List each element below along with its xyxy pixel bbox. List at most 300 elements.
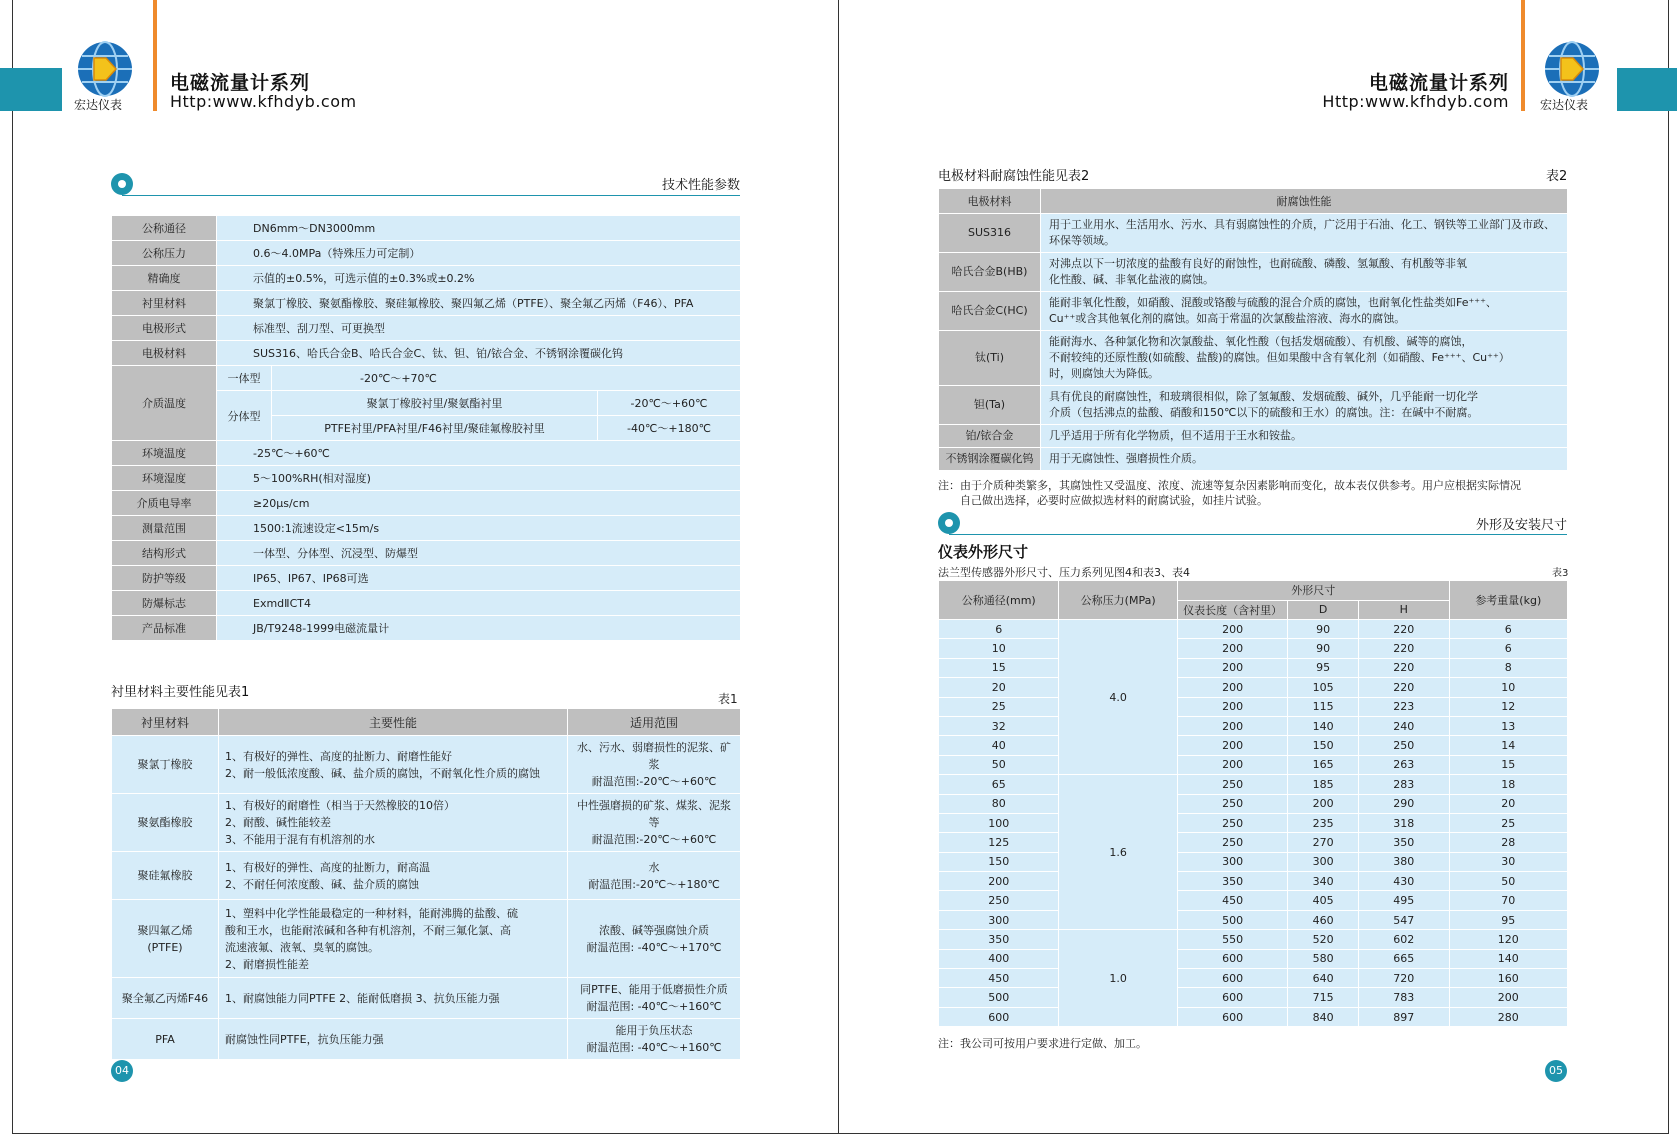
table-row: [939, 872, 1568, 891]
col-dn: 公称通径(mm): [939, 581, 1059, 620]
spec-sublabel: 分体型: [217, 391, 272, 441]
corrosion-line: 化性酸、碱、非氧化盐液的腐蚀。: [1049, 273, 1214, 286]
table-row: [939, 736, 1568, 755]
corrosion-desc: [1041, 331, 1568, 386]
table-row: [939, 214, 1568, 253]
d-cell: 90: [1288, 620, 1359, 639]
table-row: [939, 697, 1568, 716]
right-header-rule: [1521, 0, 1525, 111]
dn-cell: 300: [939, 910, 1059, 929]
h-cell: 897: [1359, 1007, 1450, 1026]
lining-type: 聚氯丁橡胶衬里/聚氨酯衬里: [272, 391, 598, 416]
corrosion-desc: [1041, 448, 1568, 471]
weight-cell: 120: [1449, 930, 1567, 949]
spec-label: 公称通径: [112, 216, 217, 241]
table-row: [112, 900, 741, 978]
weight-cell: 14: [1449, 736, 1567, 755]
length-cell: 200: [1177, 678, 1287, 697]
weight-cell: 8: [1449, 658, 1567, 677]
table-row: [939, 949, 1568, 968]
weight-cell: 18: [1449, 775, 1567, 794]
right-logo: [1543, 40, 1601, 98]
h-cell: 547: [1359, 910, 1450, 929]
performance-line: 流速液氟、液氧、臭氧的腐蚀。: [225, 940, 379, 954]
spec-value: 标准型、刮刀型、可更换型: [217, 316, 741, 341]
performance-line: 2、耐酸、碱性能较差: [225, 816, 331, 829]
lining-table: [111, 708, 741, 1060]
performance-cell: [219, 794, 568, 852]
h-cell: 263: [1359, 755, 1450, 774]
corrosion-desc: [1041, 386, 1568, 425]
spec-label: 防护等级: [112, 566, 217, 591]
length-cell: 500: [1177, 910, 1287, 929]
corrosion-line: 对沸点以下一切浓度的盐酸有良好的耐蚀性，也耐硫酸、磷酸、氢氟酸、有机酸等非氧: [1049, 257, 1467, 270]
table-row: [939, 253, 1568, 292]
section-title: 技术性能参数: [661, 178, 740, 193]
performance-line: 3、不能用于混有有机溶剂的水: [225, 833, 375, 846]
spec-label: 环境温度: [112, 441, 217, 466]
right-url: Http:www.kfhdyb.com: [1322, 92, 1509, 111]
weight-cell: 30: [1449, 852, 1567, 871]
dn-cell: 15: [939, 658, 1059, 677]
table-row: [112, 1019, 741, 1060]
col-pn: 公称压力(MPa): [1059, 581, 1177, 620]
d-cell: 580: [1288, 949, 1359, 968]
spec-value: IP65、IP67、IP68可选: [217, 566, 741, 591]
corrosion-line: 用于工业用水、生活用水、污水、具有弱腐蚀性的介质，广泛用于石油、化工、钢铁等工业部门及市政、: [1049, 218, 1555, 231]
spec-label: 测量范围: [112, 516, 217, 541]
corrosion-line: 不耐较纯的还原性酸(如硫酸、盐酸)的腐蚀。但如果酸中含有氧化剂（如硝酸、Fe⁺⁺⁺、Cu⁺⁺）: [1049, 351, 1510, 364]
footer-note: 注：我公司可按用户要求进行定做、加工。: [938, 1037, 1147, 1050]
spec-value: JB/T9248-1999电磁流量计: [217, 616, 741, 641]
h-cell: 318: [1359, 813, 1450, 832]
book-spine: [838, 0, 839, 1134]
left-company-name: 宏达仪表: [74, 98, 123, 112]
performance-line: 1、有极好的弹性、高度的扯断力、耐磨性能好: [225, 749, 452, 763]
spec-label: 公称压力: [112, 241, 217, 266]
h-cell: 380: [1359, 852, 1450, 871]
material-cell: [112, 794, 219, 852]
table1-tag: 表1: [718, 692, 738, 706]
left-header-bar: [0, 68, 62, 111]
dims-caption: 法兰型传感器外形尺寸、压力系列见图4和表3、表4: [938, 566, 1190, 579]
scope-cell: [568, 852, 741, 900]
length-cell: 250: [1177, 794, 1287, 813]
weight-cell: 280: [1449, 1007, 1567, 1026]
scope-line: 耐温范围: -40℃～+160℃: [586, 1000, 722, 1013]
globe-logo-icon: [1543, 40, 1601, 98]
table2-caption: 电极材料耐腐蚀性能见表2: [938, 169, 1090, 184]
scope-line: 水、污水、弱磨损性的泥浆、矿浆: [577, 741, 731, 771]
spec-value: SUS316、哈氏合金B、哈氏合金C、钛、钽、铂/铱合金、不锈钢涂覆碳化钨: [217, 341, 741, 366]
length-cell: 600: [1177, 988, 1287, 1007]
weight-cell: 50: [1449, 872, 1567, 891]
table-row: [112, 736, 741, 794]
length-cell: 300: [1177, 852, 1287, 871]
corrosion-line: 环保等领域。: [1049, 234, 1115, 247]
scope-line: 浓酸、碱等强腐蚀介质: [599, 923, 709, 937]
table-row: [939, 658, 1568, 677]
spec-value: 聚氯丁橡胶、聚氨酯橡胶、聚硅氟橡胶、聚四氟乙烯（PTFE）、聚全氟乙丙烯（F46）、PFA: [217, 291, 741, 316]
weight-cell: 15: [1449, 755, 1567, 774]
spec-row: [112, 316, 741, 341]
dn-cell: 6: [939, 620, 1059, 639]
scope-cell: [568, 900, 741, 978]
weight-cell: 140: [1449, 949, 1567, 968]
table-row: [939, 891, 1568, 910]
left-logo: [76, 40, 134, 98]
d-cell: 340: [1288, 872, 1359, 891]
length-cell: 250: [1177, 813, 1287, 832]
scope-line: 能用于负压状态: [615, 1024, 693, 1037]
material-cell: [112, 1019, 219, 1060]
weight-cell: 20: [1449, 794, 1567, 813]
spec-label: 电极材料: [112, 341, 217, 366]
d-cell: 115: [1288, 697, 1359, 716]
d-cell: 300: [1288, 852, 1359, 871]
table-row: [939, 794, 1568, 813]
spec-row: [112, 541, 741, 566]
scope-line: 水: [648, 860, 660, 874]
electrode-material: SUS316: [939, 214, 1041, 253]
corrosion-line: 时，则腐蚀大为降低。: [1049, 367, 1159, 380]
material-name: 聚硅氟橡胶: [137, 869, 193, 882]
material-name: 聚全氟乙丙烯F46: [121, 991, 209, 1005]
lining-type: PTFE衬里/PFA衬里/F46衬里/聚硅氟橡胶衬里: [272, 416, 598, 441]
d-cell: 200: [1288, 794, 1359, 813]
electrode-material: 钛(Ti): [939, 331, 1041, 386]
table-row: [939, 1007, 1568, 1026]
performance-line: 1、有极好的弹性、高度的扯断力，耐高温: [225, 860, 430, 874]
material-name: 聚氯丁橡胶: [137, 758, 193, 771]
table2-note-line1: 注：由于介质种类繁多，其腐蚀性又受温度、浓度、流速等复杂因素影响而变化，故本表仅供参考。用户应根据实际情况: [938, 479, 1521, 492]
spec-row: [112, 441, 741, 466]
table-row: [939, 969, 1568, 988]
corrosion-line: 介质（包括沸点的盐酸、硝酸和150℃以下的硫酸和王水）的腐蚀。注：在碱中不耐腐。: [1049, 406, 1479, 419]
spec-value: 0.6～4.0MPa（特殊压力可定制）: [217, 241, 741, 266]
spec-label: 精确度: [112, 266, 217, 291]
table-row: [939, 331, 1568, 386]
pressure-cell: 4.0: [1059, 620, 1177, 775]
d-cell: 90: [1288, 639, 1359, 658]
spec-row: [112, 241, 741, 266]
spec-row: [112, 366, 741, 391]
table-row: [112, 852, 741, 900]
weight-cell: 6: [1449, 620, 1567, 639]
d-cell: 140: [1288, 716, 1359, 735]
dn-cell: 200: [939, 872, 1059, 891]
spec-label: 电极形式: [112, 316, 217, 341]
h-cell: 495: [1359, 891, 1450, 910]
dn-cell: 50: [939, 755, 1059, 774]
spec-value: ≥20μs/cm: [217, 491, 741, 516]
length-cell: 250: [1177, 833, 1287, 852]
spec-row: [112, 566, 741, 591]
scope-cell: [568, 736, 741, 794]
weight-cell: 6: [1449, 639, 1567, 658]
table-row: [939, 620, 1568, 639]
page-number-left: 04: [111, 1060, 133, 1082]
table-row: [939, 988, 1568, 1007]
dn-cell: 600: [939, 1007, 1059, 1026]
spec-sublabel: 一体型: [217, 366, 272, 391]
length-cell: 600: [1177, 949, 1287, 968]
performance-line: 耐腐蚀性同PTFE，抗负压能力强: [225, 1032, 384, 1046]
material-abbr: (PTFE): [147, 940, 183, 954]
performance-cell: [219, 736, 568, 794]
h-cell: 220: [1359, 658, 1450, 677]
spec-label: 衬里材料: [112, 291, 217, 316]
spec-value: 一体型、分体型、沉浸型、防爆型: [217, 541, 741, 566]
h-cell: 720: [1359, 969, 1450, 988]
h-cell: 240: [1359, 716, 1450, 735]
h-cell: 430: [1359, 872, 1450, 891]
corrosion-line: 能耐海水、各种氯化物和次氯酸盐、氧化性酸（包括发烟硫酸）、有机酸、碱等的腐蚀，: [1049, 335, 1473, 348]
spec-row: [112, 466, 741, 491]
h-cell: 220: [1359, 639, 1450, 658]
table-row: [939, 386, 1568, 425]
material-name: 聚四氟乙烯: [137, 923, 193, 937]
weight-cell: 160: [1449, 969, 1567, 988]
performance-line: 1、塑料中化学性能最稳定的一种材料，能耐沸腾的盐酸、硫: [225, 906, 518, 920]
section-bullet-icon: [938, 512, 960, 534]
scope-line: 耐温范围:-20℃～+60℃: [591, 775, 717, 788]
scope-cell: [568, 1019, 741, 1060]
performance-line: 酸和王水，也能耐浓碱和各种有机溶剂，不耐三氟化氯、高: [225, 923, 511, 937]
corrosion-desc: [1041, 214, 1568, 253]
d-cell: 460: [1288, 910, 1359, 929]
scope-line: 耐温范围:-20℃～+60℃: [591, 833, 717, 846]
scope-line: 耐温范围: -40℃～+170℃: [586, 940, 722, 954]
weight-cell: 200: [1449, 988, 1567, 1007]
spec-row: [112, 266, 741, 291]
h-cell: 250: [1359, 736, 1450, 755]
performance-cell: [219, 900, 568, 978]
table-row: [939, 852, 1568, 871]
left-url: Http:www.kfhdyb.com: [170, 92, 357, 111]
weight-cell: 95: [1449, 910, 1567, 929]
d-cell: 405: [1288, 891, 1359, 910]
right-series-title: 电磁流量计系列: [1368, 72, 1509, 94]
spec-value: 5～100%RH(相对湿度): [217, 466, 741, 491]
length-cell: 200: [1177, 658, 1287, 677]
left-series-title: 电磁流量计系列: [170, 72, 311, 94]
dn-cell: 65: [939, 775, 1059, 794]
spec-row: [112, 291, 741, 316]
corrosion-desc: [1041, 425, 1568, 448]
length-cell: 200: [1177, 697, 1287, 716]
weight-cell: 70: [1449, 891, 1567, 910]
table-row: [939, 292, 1568, 331]
dn-cell: 500: [939, 988, 1059, 1007]
length-cell: 200: [1177, 620, 1287, 639]
weight-cell: 28: [1449, 833, 1567, 852]
pressure-cell: 1.6: [1059, 775, 1177, 930]
right-header-bar: [1617, 68, 1677, 111]
spec-row: [112, 516, 741, 541]
table1-header: 主要性能: [219, 709, 568, 736]
length-cell: 450: [1177, 891, 1287, 910]
spec-label: 产品标准: [112, 616, 217, 641]
temp-range: -20℃～+60℃: [598, 391, 741, 416]
table-row: [939, 755, 1568, 774]
performance-line: 1、耐腐蚀能力同PTFE 2、能耐低磨损 3、抗负压能力强: [225, 991, 500, 1005]
performance-cell: [219, 1019, 568, 1060]
performance-line: 1、有极好的耐磨性（相当于天然橡胶的10倍）: [225, 799, 455, 812]
spec-value: -25℃～+60℃: [217, 441, 741, 466]
length-cell: 550: [1177, 930, 1287, 949]
dn-cell: 150: [939, 852, 1059, 871]
scope-line: 中性强磨损的矿浆、煤浆、泥浆等: [577, 799, 731, 829]
table2-note-line2: 自己做出选择，必要时应做拟选材料的耐腐试验，如挂片试验。: [960, 494, 1268, 507]
material-cell: [112, 852, 219, 900]
table2-header: 电极材料: [939, 189, 1041, 214]
d-cell: 235: [1288, 813, 1359, 832]
electrode-material: 哈氏合金B(HB): [939, 253, 1041, 292]
corrosion-line: Cu⁺⁺或含其他氧化剂的腐蚀。如高于常温的次氯酸盐溶液、海水的腐蚀。: [1049, 312, 1406, 325]
table-row: [939, 425, 1568, 448]
table-row: [939, 813, 1568, 832]
d-cell: 165: [1288, 755, 1359, 774]
col-h: H: [1359, 600, 1450, 620]
dn-cell: 450: [939, 969, 1059, 988]
table-row: [939, 678, 1568, 697]
dn-cell: 25: [939, 697, 1059, 716]
d-cell: 185: [1288, 775, 1359, 794]
col-d: D: [1288, 600, 1359, 620]
h-cell: 290: [1359, 794, 1450, 813]
corrosion-line: 用于无腐蚀性、强磨损性介质。: [1049, 452, 1203, 465]
scope-cell: [568, 978, 741, 1019]
performance-line: 2、耐一般低浓度酸、碱、盐介质的腐蚀，不耐氧化性介质的腐蚀: [225, 766, 540, 780]
dn-cell: 20: [939, 678, 1059, 697]
weight-cell: 25: [1449, 813, 1567, 832]
dims-title: 仪表外形尺寸: [938, 543, 1029, 561]
section-rule: [949, 534, 1567, 535]
d-cell: 715: [1288, 988, 1359, 1007]
h-cell: 783: [1359, 988, 1450, 1007]
performance-cell: [219, 978, 568, 1019]
corrosion-line: 能耐非氧化性酸，如硝酸、混酸或铬酸与硫酸的混合介质的腐蚀，也耐氧化性盐类如Fe⁺⁺⁺、: [1049, 296, 1497, 309]
table-row: [939, 716, 1568, 735]
spec-label: 介质温度: [112, 366, 217, 441]
weight-cell: 13: [1449, 716, 1567, 735]
col-outer: 外形尺寸: [1177, 581, 1449, 601]
dimension-table: [938, 580, 1568, 1027]
spec-value: 示值的±0.5%，可选示值的±0.3%或±0.2%: [217, 266, 741, 291]
table3-tag: 表3: [1552, 568, 1569, 579]
h-cell: 220: [1359, 678, 1450, 697]
length-cell: 350: [1177, 872, 1287, 891]
pressure-cell: 1.0: [1059, 930, 1177, 1027]
scope-line: 耐温范围:-20℃～+180℃: [588, 877, 720, 891]
col-length: 仪表长度（含衬里）: [1177, 600, 1287, 620]
electrode-material: 哈氏合金C(HC): [939, 292, 1041, 331]
table2-tag: 表2: [1546, 169, 1568, 184]
dn-cell: 32: [939, 716, 1059, 735]
length-cell: 600: [1177, 1007, 1287, 1026]
spec-label: 防爆标志: [112, 591, 217, 616]
length-cell: 200: [1177, 736, 1287, 755]
corrosion-desc: [1041, 292, 1568, 331]
col-weight: 参考重量(kg): [1449, 581, 1567, 620]
spec-table: [111, 215, 741, 641]
performance-line: 2、耐磨损性能差: [225, 957, 309, 971]
section-rule: [122, 195, 740, 196]
material-cell: [112, 900, 219, 978]
table1-header: 衬里材料: [112, 709, 219, 736]
performance-line: 2、不耐任何浓度酸、碱、盐介质的腐蚀: [225, 877, 419, 891]
d-cell: 520: [1288, 930, 1359, 949]
spec-value: 1500:1流速设定<15m/s: [217, 516, 741, 541]
material-cell: [112, 978, 219, 1019]
h-cell: 283: [1359, 775, 1450, 794]
section-bullet-icon: [111, 173, 133, 195]
length-cell: 200: [1177, 639, 1287, 658]
d-cell: 105: [1288, 678, 1359, 697]
length-cell: 200: [1177, 716, 1287, 735]
dn-cell: 40: [939, 736, 1059, 755]
electrode-table: [938, 188, 1568, 471]
h-cell: 602: [1359, 930, 1450, 949]
spec-value: DN6mm～DN3000mm: [217, 216, 741, 241]
scope-line: 耐温范围: -40℃～+160℃: [586, 1041, 722, 1054]
left-header-rule: [153, 0, 157, 111]
spec-label: 介质电导率: [112, 491, 217, 516]
table2-header: 耐腐蚀性能: [1041, 189, 1568, 214]
spec-label: 结构形式: [112, 541, 217, 566]
electrode-material: 铂/铱合金: [939, 425, 1041, 448]
weight-cell: 10: [1449, 678, 1567, 697]
corrosion-line: 几乎适用于所有化学物质，但不适用于王水和铵盐。: [1049, 429, 1302, 442]
h-cell: 350: [1359, 833, 1450, 852]
section-title-right: 外形及安装尺寸: [1475, 518, 1567, 533]
scope-cell: [568, 794, 741, 852]
table-row: [939, 448, 1568, 471]
table-row: [112, 794, 741, 852]
spec-row: [112, 216, 741, 241]
table-row: [939, 930, 1568, 949]
spec-value: ExmdⅡCT4: [217, 591, 741, 616]
length-cell: 600: [1177, 969, 1287, 988]
length-cell: 250: [1177, 775, 1287, 794]
dn-cell: 10: [939, 639, 1059, 658]
spec-row: [112, 616, 741, 641]
page-number-right: 05: [1545, 1060, 1567, 1082]
h-cell: 220: [1359, 620, 1450, 639]
material-cell: [112, 736, 219, 794]
d-cell: 640: [1288, 969, 1359, 988]
table-row: [939, 639, 1568, 658]
spec-value: -20℃～+70℃: [272, 366, 741, 391]
d-cell: 95: [1288, 658, 1359, 677]
dn-cell: 125: [939, 833, 1059, 852]
spec-label: 环境湿度: [112, 466, 217, 491]
d-cell: 150: [1288, 736, 1359, 755]
material-name: PFA: [155, 1032, 175, 1046]
d-cell: 270: [1288, 833, 1359, 852]
d-cell: 840: [1288, 1007, 1359, 1026]
performance-cell: [219, 852, 568, 900]
globe-logo-icon: [76, 40, 134, 98]
weight-cell: 12: [1449, 697, 1567, 716]
h-cell: 665: [1359, 949, 1450, 968]
table-row: [939, 833, 1568, 852]
dn-cell: 100: [939, 813, 1059, 832]
spec-row: [112, 491, 741, 516]
dn-cell: 400: [939, 949, 1059, 968]
table-row: [112, 978, 741, 1019]
